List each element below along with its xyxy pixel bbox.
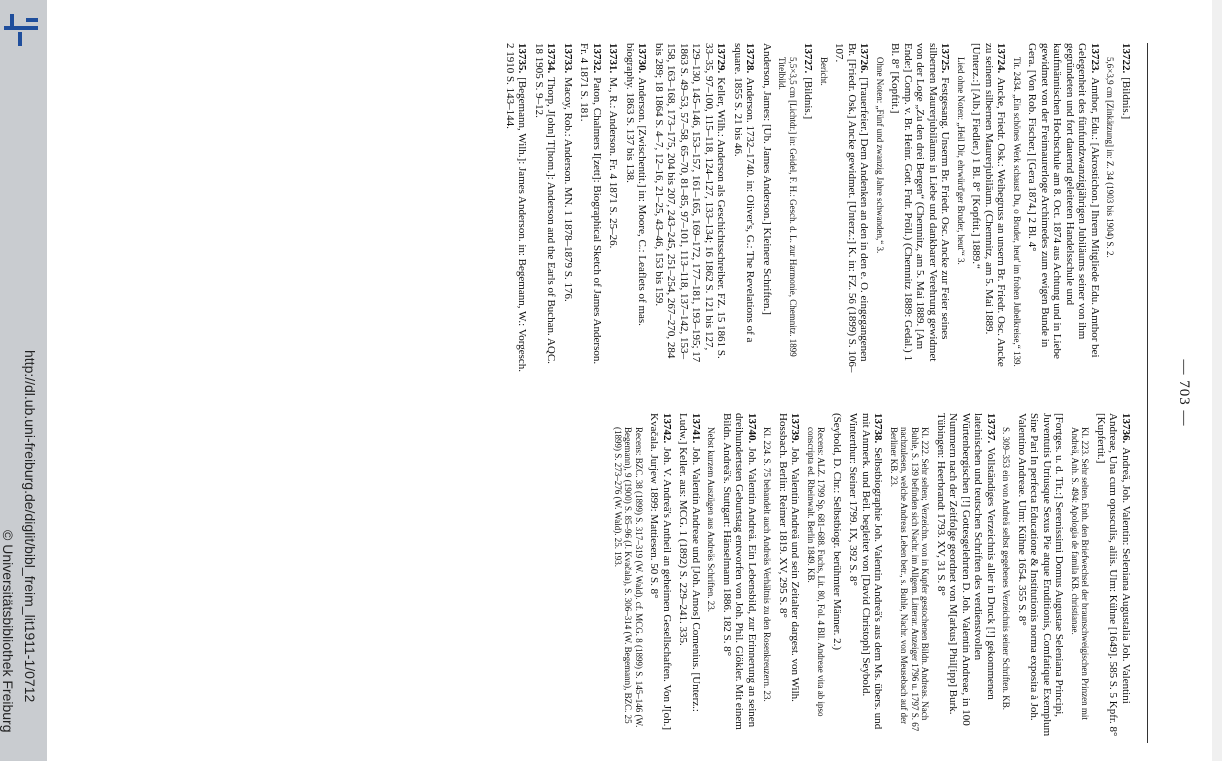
entry-number: 13736. [1120, 413, 1132, 444]
entry-number: 13729. [715, 43, 728, 74]
entry-number: 13731. [607, 43, 620, 74]
entry-note: Ohne Noten: „Fünf und zwanzig Jahre schwanden,“ 3. [875, 57, 885, 254]
entry-text: M., R.: Anderson. Fr. 4 1871 S. 25–26. [607, 77, 620, 249]
entry-note: 5,6×3,9 cm [Zinkätzung] in: Z. 34 (1903 bis 1904) S. 2. [1105, 57, 1116, 258]
entry-text: [Fortges. u. d. Tit.:] Serenissimi Domus Augustae Seleniana Principi, Juventutis Utriusque Sexus Pie atque Eruditionis, Comfatique Exemplum Sine Pari In perfecta Educatione & Institutionis norma exposita à Joh. Valentino Andreae. Ulm: Kühne 1654. 355 S. 8° [1016, 413, 1066, 737]
entry-text: Anderson. [Zwischentit.] in: Moore, C.: Leaflets of mas. biography. 1863 S. 137 bis 138. [624, 43, 649, 326]
bibliography-entry [648, 413, 673, 743]
entry-number: 13734. [545, 43, 558, 74]
rotated-page [192, 43, 1192, 743]
entry-text: Andreä, Joh. Valentin: Seleniana Augustalia Joh. Valentini Andreae, Una cum opusculis, aliis. Ulm: Kühne [1649]. 585 S. 5 Kpfr. 8° [Kupfertit.] [1095, 413, 1132, 737]
entry-number: 13741. [690, 413, 702, 444]
bibliography-entry [833, 43, 871, 373]
entry-note: Bericht. [819, 57, 829, 86]
entry-text: Macoy, Rob.: Anderson. MN. 1 1878–1879 S. 176. [562, 77, 574, 302]
bibliography-entry [777, 413, 802, 743]
entry-number: 13730. [636, 43, 649, 74]
bibliography-entry [624, 43, 649, 373]
entry-text: Joh. Valentin Andreae und [Joh. Amos] Comenius. [Unterz.: Ludw.] Keller. aus: MCG. 1 (1892) S. 229–241. 335. [677, 413, 702, 712]
entry-number: 13723. [1089, 43, 1101, 74]
entry-note: S. 309–353 ein von Andreä selbst gegebenes Verzeichnis seiner Schriften. KB. [1001, 427, 1012, 711]
entry-number: 13726. [858, 43, 871, 74]
entry-note: Lied ohne Noten: „Heil Dir, ehrwürd'ger Bruder, heut'“ 3. [956, 57, 966, 265]
left-column [500, 43, 1133, 373]
bibliography-entry [732, 43, 757, 373]
entry-note: Kl. 222. Sehr selten; Verzeichn. von in Kupfer gestochenen Bildn. Andreas. Nach Buhle, S. 139 befinden sich Nachr. im Allgem. Litterar. Anzeiger 1796 u. 1797 S. 67 nachzulesen, welche Andreas Leben betr., s. Buhle, Nachr. von Meusebach auf der Berliner KB. 23. [889, 427, 931, 732]
entry-note: Recens: ALZ. 1799 Sp. 681–688. Fuchs, Lit. 80, Fol. 4 Bll. Andreae vita ab ipso conscripta ed. Rheinwalt. Berlin 1849. KB. [806, 427, 827, 717]
entry-text: (Seybold, D. Chr.: Selbstbiogr. berühmter Männer. 2.) [831, 413, 843, 651]
entry-text: Anderson, James: [Ub. James Anderson.] Kleinere Schriften.] [761, 43, 773, 315]
entry-text: Festgesang. Unserm Br. Friedr. Osc. Ancke zur Feier seines silbernen Maurerjubiläums in Liebe und dankbarer Verehrung gewidmet von der Loge „Zu den drei Bergen“ (Chemnitz, am 5. Mai 1889. [Am Ende:] Comp. v. Br. Heinr. Gott. Frdr. Pröll.) (Chemnitz 1889: Gedal.) 1 Bl. 8° [Kopftit.] [889, 43, 952, 362]
entry-text: Amthor, Edu.: [Akrostichon.] Ihrem Mitgliede Edu. Amthor bei Gelegenheit des fünfundzwanzigjährigen Jubiläums seiner von ihm gegründeten und fort dauernd geleiteten Handelsschule und kaufmännischen Hochschule am 8. Oct. 1874 aus Achtung und in Liebe gewidmet von der Freimaurerloge Archimedes zum ewigen Bunde in Gera. [Von Rob. Fischer.] [Gera 1874.] 2 Bl. 4° [1026, 43, 1101, 359]
entry-note: Tit. 2434. „Ein schönes Werk schaust Du, o Bruder, heut' im frohen Jubelkreise,“ 139. [1012, 57, 1022, 367]
library-logo-icon [2, 12, 42, 52]
entry-note: Nebst kurzem Auszügen aus Andreäs Schriften. 23. [706, 427, 717, 612]
bibliography-entry [889, 43, 952, 373]
entry-text: Thorp, J[ohn] T[hom.]: Anderson and the Earls of Buchan. AQC. 18 1905 S. 9–12. [533, 43, 558, 364]
entry-text: Joh. V. Andreä's Antheil an geheimen Gesellschaften. Von J[oh.] Kvačala. Jurjew 1899: Mattiesen. 50 S. 8° [648, 413, 673, 731]
entry-note: Kl. 223. Sehr selten. Enth. den Briefwechsel der braunschweigischen Prinzen mit Andreä, Anh. S. 494: Apologia de famila KB. christianae. [1070, 427, 1091, 720]
entry-text: Selbstbiographie Joh. Valentin Andreä's aus dem Ms. übers. und mit Anmerk. und Beil. begleitet von [David Christoph] Seybold. Winterthur: Steiner 1799. IX, 392 S. 8° [847, 413, 885, 730]
bibliography-entry [653, 43, 728, 373]
entry-text: Anderson. 1732–1740. in: Oliver's, G.: The Revelations of a square. 1855 S. 21 bis 46. [732, 43, 757, 343]
source-url[interactable]: http://dl.ub.uni-freiburg.de/diglit/bibl_freim_lit1911-1/0712 [22, 350, 38, 703]
entry-text: Keller, Wilh.: Anderson als Geschichtsschreiber. FZ. 15 1861 S. 33–35, 97–100, 115–118, 124–127, 133–134; 16 1862 S. 121 bis 127, 129–130, 145–146, 153–157, 161–165, 169–172, 177–181, 193–195; 17 1863 S. 49–53, 57–58, 65–70, 81–85, 97–101, 113–118, 137–142, 153–158, 163–168, 173–175, 204 bis 207, 243–245, 251–254, 267–270, 284 bis 289; 18 1864 S. 4–7, 12–16, 21–25, 43–46, 153 bis 159. [653, 43, 728, 363]
bibliography-entry [802, 43, 815, 373]
bibliography-entry [562, 43, 575, 373]
entry-note: 5,5×3,5 cm [Lichtdr.] in: Geidel, F. H.: Gesch. d. L. zur Harmonie, Chemnitz. 1899 Titelbild. [777, 57, 798, 357]
scrollbar-track[interactable] [1212, 0, 1222, 761]
bibliography-entry [1026, 43, 1101, 373]
page-divider [1147, 43, 1148, 743]
bibliography-entry [1095, 413, 1133, 743]
bibliography-entry [1016, 413, 1066, 743]
bibliography-entry [721, 413, 759, 743]
bibliography-entry [847, 413, 885, 743]
bibliography-entry [677, 413, 702, 743]
bibliography-entry [504, 43, 529, 373]
bibliography-entry [607, 43, 620, 373]
entry-text: [Trauerfeier.] Dem Andenken an den in den e. O. eingegangenen Br. [Friedr. Osk.] Ancke gewidmet. [Unterz.:] K. in: FZ. 56 (1899) S. 106–107. [833, 43, 871, 373]
entry-text: [Bildnis.] [802, 77, 815, 120]
scanned-page-area [47, 0, 1222, 761]
entry-number: 13742. [661, 413, 673, 444]
entry-number: 13733. [562, 43, 574, 74]
entry-text: Vollständiges Verzeichnis aller in Druck [!] gekommenen lateinischen und teutschen Schriften des verdienstvollen Würtenbergischen [!] Gottesgelehrten D. Joh. Valentin Andreae, in 100 Nummern nach der Zeitfolge geordnet von M[arkus] Phil[ipp] Burk. Tübingen: Heerbrandt 1793. XV, 31 S. 8° [935, 413, 997, 726]
entry-number: 13738. [872, 413, 885, 444]
entry-number: 13735. [516, 43, 529, 74]
bibliography-entry [831, 413, 844, 743]
bibliography-entry [533, 43, 558, 373]
viewer-sidebar [0, 0, 47, 761]
entry-number: 13724. [995, 43, 1008, 74]
entry-number: 13728. [744, 43, 757, 74]
entry-text: Joh. Valentin Andreä und sein Zeitalter dargest. von Wilh. Hossbach. Berlin: Reimer 1819. XV, 295 S. 8° [777, 413, 802, 702]
entry-text: [Begemann, Wilh.]: James Anderson. in: Begemann, W.: Vorgesch. 2 1910 S. 143–144. [504, 43, 529, 373]
entry-note: Kl. 224. S. 75 behandelt auch Andreäs Verhältnis zu den Rosenkreuzern. 23. [762, 427, 773, 702]
entry-number: 13739. [789, 413, 802, 444]
entry-number: 13727. [802, 43, 815, 74]
copyright-notice: © Universitätsbibliothek Freiburg [0, 530, 16, 733]
entry-text: Ancke, Friedr. Osk.: Weihegruss an unsern Br. Friedr. Osc. Ancke zu seinem silbernen Maurerjubiläum. (Chemnitz, am 5. Mai 1889. [Unterz.:] [Alb.] Fiedler.) 1 Bl. 8° [Kopftit.] 1889.“ [970, 43, 1008, 367]
entry-number: 13722. [1120, 43, 1132, 74]
entry-text: [Bildnis.] [1120, 77, 1132, 120]
entry-number: 13740. [746, 413, 758, 444]
entry-text: Paton, Chalmers I[zett]: Biographical Sketch of James Anderson. Fr. 4 1871 S. 181. [578, 43, 603, 365]
entry-note: Recens: BZC. 38 (1899) S. 317–319 (W. Wald). cf. MCG. 8 (1899) S. 145–146 (W. Begemann), 9 (1900) S. 85–96 (J. Kvačala), S. 306–314 (W. Begemann), BZC. 25 (1899) S. 273–276 (W. Wald). 25. 193. [613, 427, 644, 728]
right-column [609, 413, 1133, 743]
entry-number: 13732. [591, 43, 603, 74]
entry-text: Joh. Valentin Andreä. Ein Lebensbild, zur Erinnerung an seinen dreihundertsten Geburtstag entworfen von Joh. Phil. Glökler. Mit einem Bildn. Andreä's. Stuttgart: Hänselmann 1886. 182 S. 8° [721, 413, 758, 730]
entry-number: 13737. [985, 413, 997, 444]
entry-number: 13725. [939, 43, 952, 74]
bibliography-entry [578, 43, 603, 373]
bibliography-entry [935, 413, 998, 743]
bibliography-entry [1120, 43, 1133, 373]
page-number: — 703 — [1176, 359, 1192, 427]
bibliography-entry [761, 43, 774, 373]
bibliography-entry [970, 43, 1008, 373]
